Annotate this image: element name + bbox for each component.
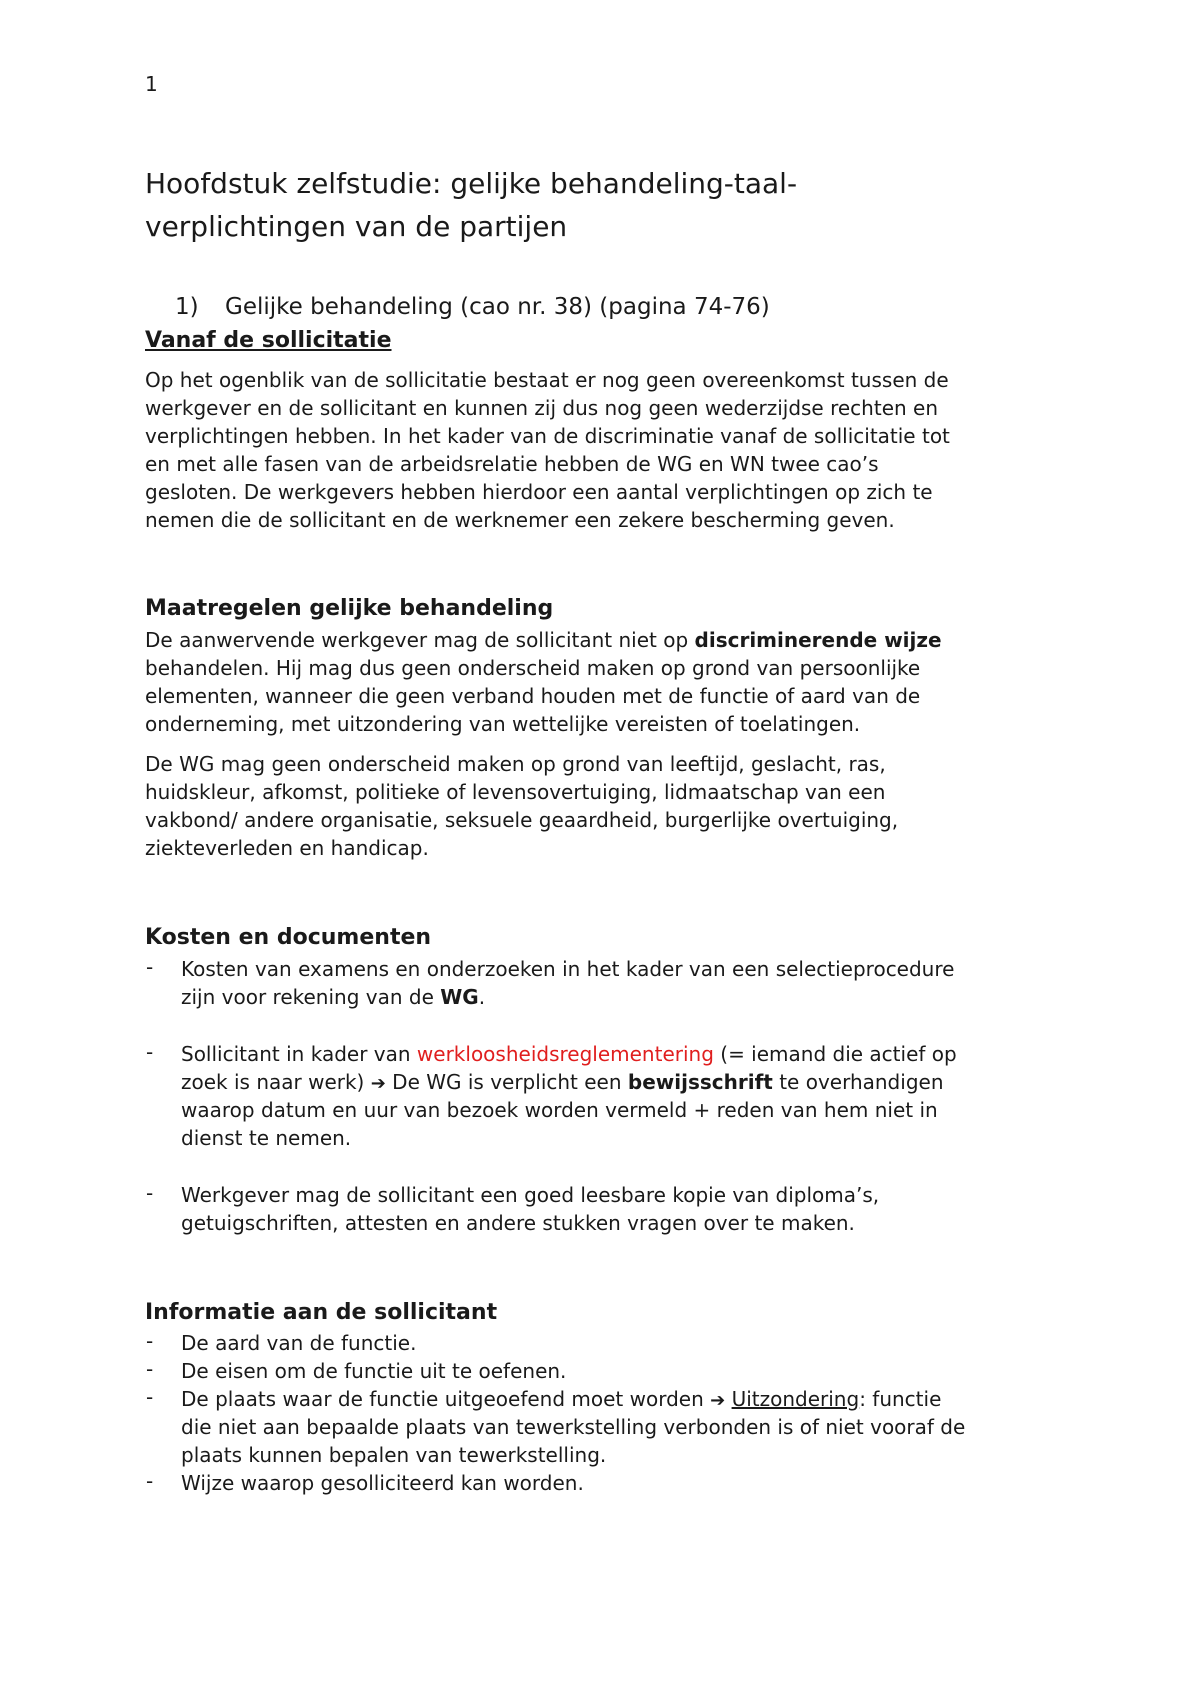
bold-term-wg: WG	[440, 985, 479, 1009]
section-heading-text: Gelijke behandeling (cao nr. 38) (pagina 74-76)	[225, 294, 770, 320]
bullet-dash: -	[146, 1469, 154, 1493]
list-item-line	[181, 1040, 957, 1068]
bullet-dash: -	[146, 1385, 154, 1409]
list-item-line: Werkgever mag de sollicitant een goed leesbare kopie van diploma’s,	[181, 1183, 880, 1207]
bold-term-discriminerende-wijze: discriminerende wijze	[694, 628, 942, 652]
list-item-line: Wijze waarop gesolliciteerd kan worden.	[181, 1471, 584, 1495]
paragraph-line: onderneming, met uitzondering van wettelijke vereisten of toelatingen.	[145, 712, 861, 736]
paragraph-line: en met alle fasen van de arbeidsrelatie hebben de WG en WN twee cao’s	[145, 452, 879, 476]
paragraph-line: behandelen. Hij mag dus geen onderscheid maken op grond van persoonlijke	[145, 656, 921, 680]
text-run: te overhandigen	[772, 1070, 944, 1094]
text-run: De WG is verplicht een	[385, 1070, 628, 1094]
heading-kosten-en-documenten: Kosten en documenten	[145, 925, 432, 950]
arrow-right-icon: ➔	[710, 1390, 726, 1411]
text-run: zijn voor rekening van de	[181, 985, 441, 1009]
document-title-line-1: Hoofdstuk zelfstudie: gelijke behandeling-taal-	[145, 167, 798, 200]
list-item-line: dienst te nemen.	[181, 1126, 352, 1150]
paragraph-line	[145, 626, 942, 654]
text-run: De plaats waar de functie uitgeoefend moet worden	[181, 1387, 711, 1411]
paragraph-line: werkgever en de sollicitant en kunnen zij dus nog geen wederzijdse rechten en	[145, 396, 939, 420]
text-run: De aanwervende werkgever mag de sollicitant niet op	[145, 628, 695, 652]
underlined-term-uitzondering: Uitzondering	[731, 1387, 860, 1411]
bullet-dash: -	[146, 1357, 154, 1381]
list-item-line	[181, 983, 485, 1011]
subheading-vanaf-de-sollicitatie: Vanaf de sollicitatie	[145, 328, 392, 353]
page-number: 1	[145, 72, 158, 96]
list-item-line	[181, 1385, 941, 1415]
list-item-line: plaats kunnen bepalen van tewerkstelling.	[181, 1443, 607, 1467]
text-run: (= iemand die actief op	[713, 1042, 957, 1066]
red-term-werkloosheidsreglementering: werkloosheidsreglementering	[416, 1042, 714, 1066]
list-item-line: Kosten van examens en onderzoeken in het kader van een selectieprocedure	[181, 957, 955, 981]
bold-term-bewijsschrift: bewijsschrift	[627, 1070, 773, 1094]
text-run: .	[478, 985, 486, 1009]
paragraph-line: gesloten. De werkgevers hebben hierdoor een aantal verplichtingen op zich te	[145, 480, 933, 504]
paragraph-line: ziekteverleden en handicap.	[145, 836, 429, 860]
section-heading	[175, 294, 770, 320]
text-run: zoek is naar werk)	[181, 1070, 371, 1094]
list-item-line	[181, 1068, 944, 1098]
paragraph-line: Op het ogenblik van de sollicitatie bestaat er nog geen overeenkomst tussen de	[145, 368, 949, 392]
arrow-right-icon: ➔	[370, 1073, 386, 1094]
text-run: Sollicitant in kader van	[181, 1042, 417, 1066]
paragraph-line: De WG mag geen onderscheid maken op grond van leeftijd, geslacht, ras,	[145, 752, 886, 776]
paragraph-line: vakbond/ andere organisatie, seksuele geaardheid, burgerlijke overtuiging,	[145, 808, 899, 832]
heading-maatregelen: Maatregelen gelijke behandeling	[145, 596, 554, 621]
document-title-line-2: verplichtingen van de partijen	[145, 210, 568, 243]
section-number: 1)	[175, 294, 199, 320]
bullet-dash: -	[146, 1040, 154, 1064]
paragraph-line: huidskleur, afkomst, politieke of levensovertuiging, lidmaatschap van een	[145, 780, 886, 804]
bullet-dash: -	[146, 1329, 154, 1353]
paragraph-line: nemen die de sollicitant en de werknemer een zekere bescherming geven.	[145, 508, 895, 532]
bullet-dash: -	[146, 955, 154, 979]
text-run: : functie	[859, 1387, 942, 1411]
paragraph-line: elementen, wanneer die geen verband houden met de functie of aard van de	[145, 684, 921, 708]
list-item-line: die niet aan bepaalde plaats van tewerkstelling verbonden is of niet vooraf de	[181, 1415, 966, 1439]
list-item-line: getuigschriften, attesten en andere stukken vragen over te maken.	[181, 1211, 855, 1235]
bullet-dash: -	[146, 1181, 154, 1205]
paragraph-line: verplichtingen hebben. In het kader van de discriminatie vanaf de sollicitatie tot	[145, 424, 950, 448]
list-item-line: De eisen om de functie uit te oefenen.	[181, 1359, 567, 1383]
list-item-line: De aard van de functie.	[181, 1331, 417, 1355]
list-item-line: waarop datum en uur van bezoek worden vermeld + reden van hem niet in	[181, 1098, 938, 1122]
heading-informatie-aan-de-sollicitant: Informatie aan de sollicitant	[145, 1300, 498, 1325]
